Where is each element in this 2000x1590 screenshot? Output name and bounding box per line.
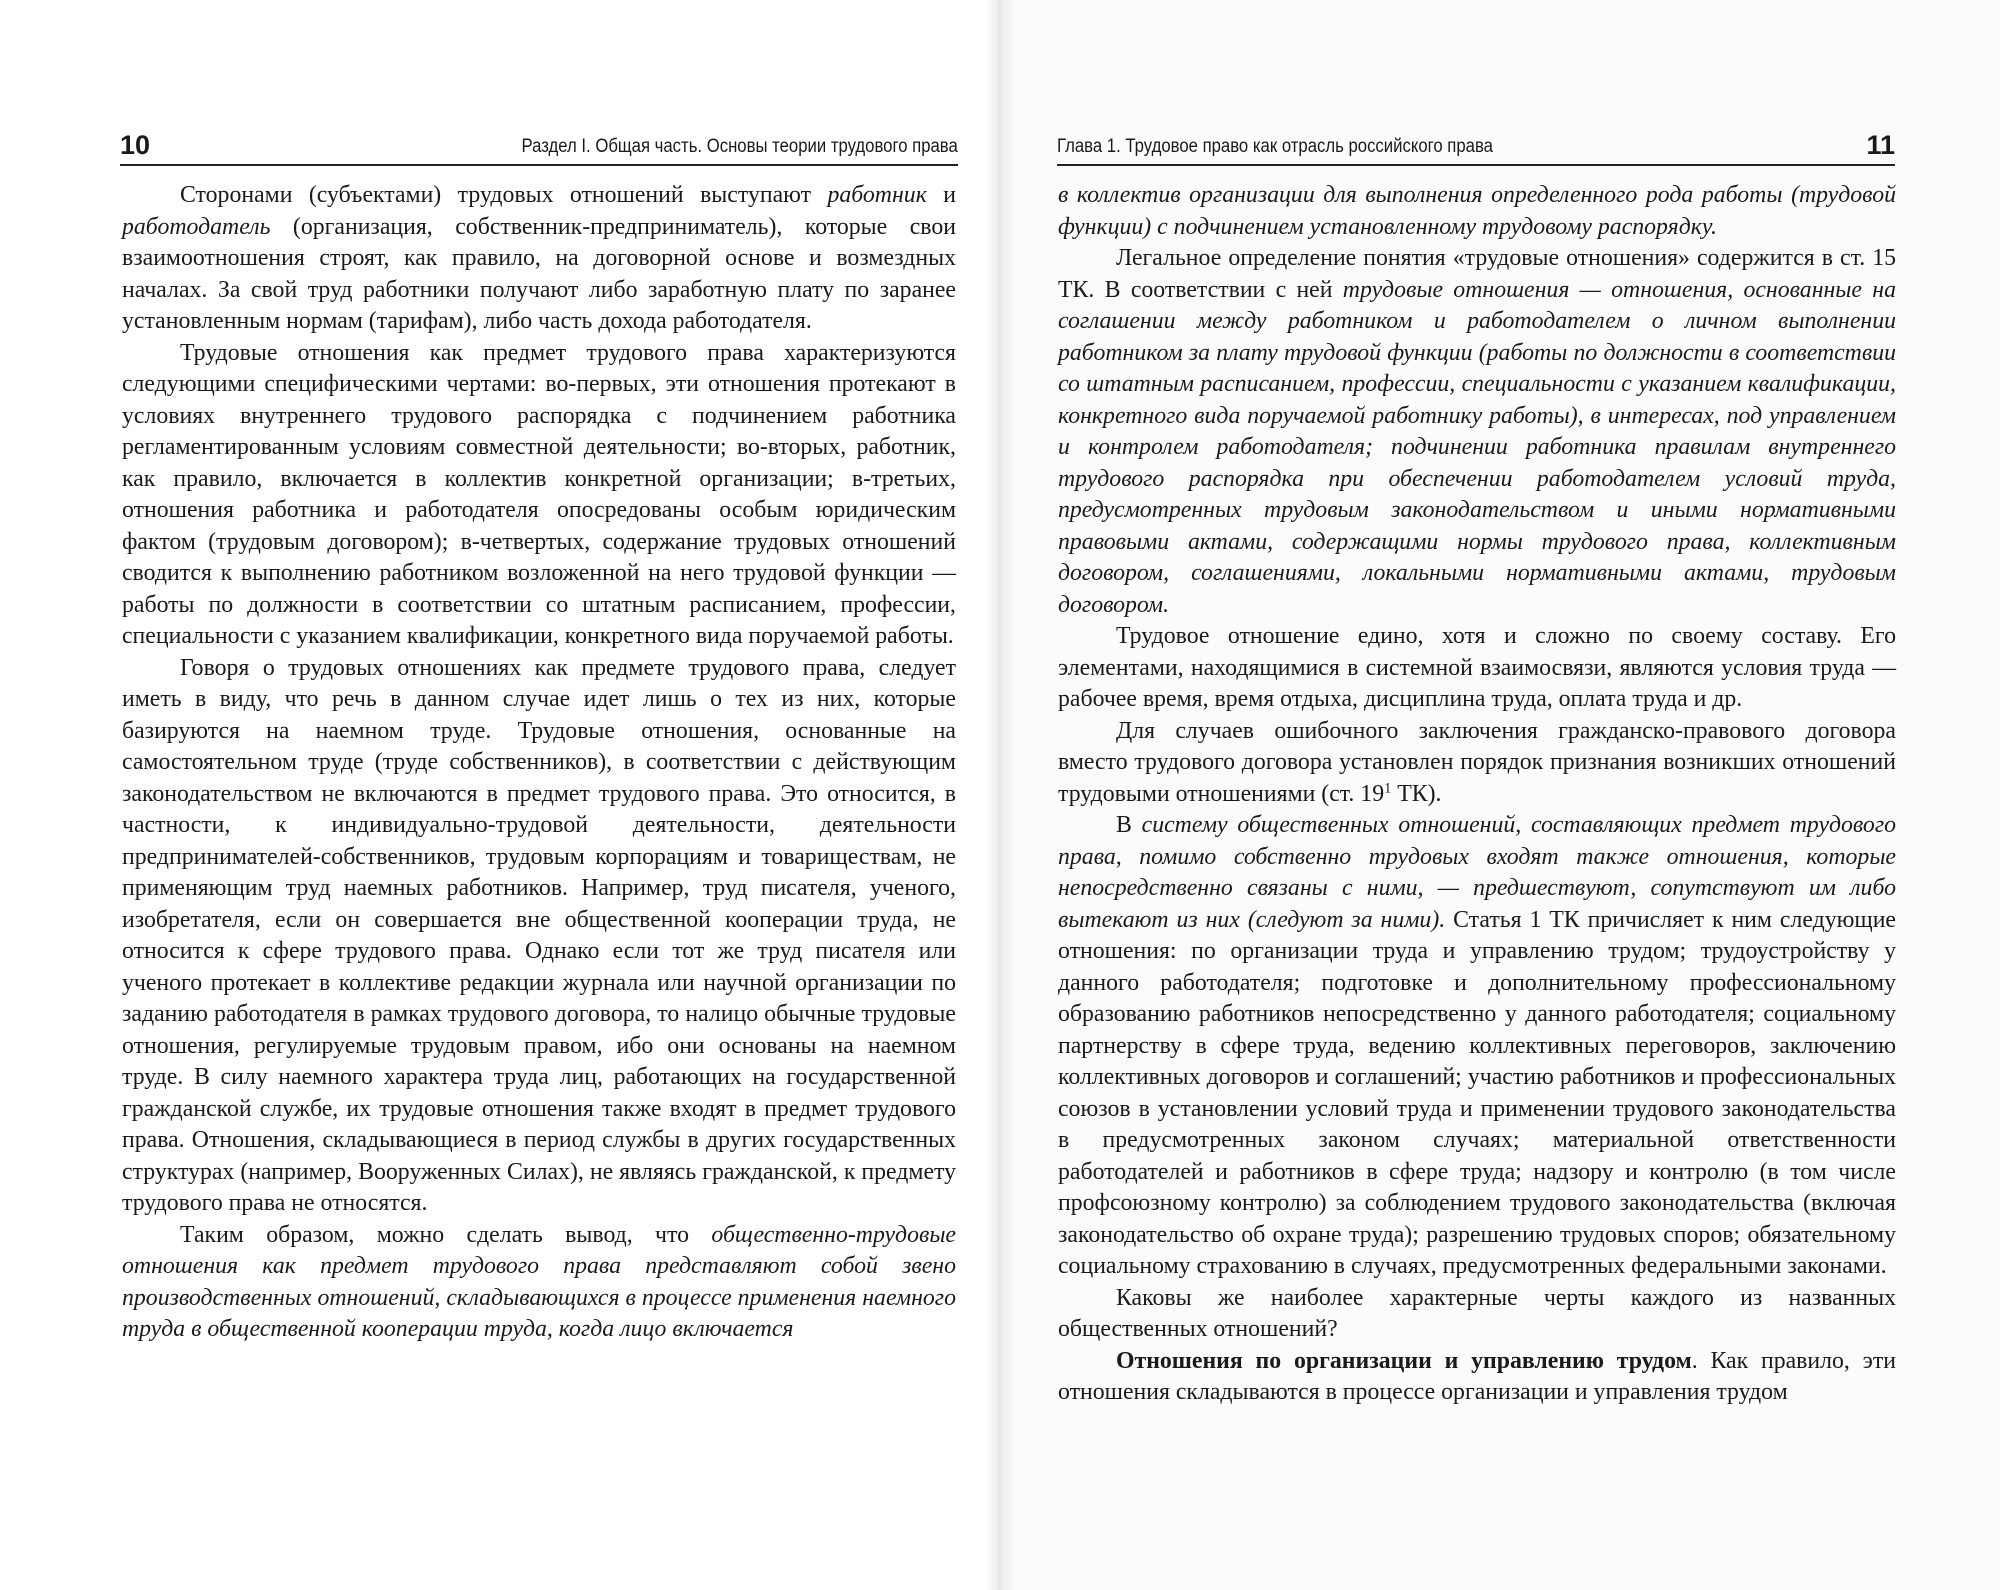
italic-definition: трудовые отношения — отношения, основанные на соглашении между работником и работодателем о личном выполнении работником за плату трудовой функции (работы по должности в соответствии со штатным расписанием, профессии, специальности с указанием квалификации, конкретного вида поручаемой работнику работы), в интересах, под управлением и контролем работодателя; подчинении работника правилам внутреннего трудового распорядка при обеспечении работодателем условий труда, предусмотренных трудовым законодательством и иными нормативными правовыми актами, содержащими нормы трудового права, коллективным договором, соглашениями, локальными нормативными актами, трудовым договором. bbox=[1058, 276, 1896, 618]
running-title: Глава 1. Трудовое право как отрасль российского права bbox=[1057, 136, 1493, 157]
book-gutter bbox=[985, 0, 1015, 1590]
paragraph bbox=[122, 1220, 956, 1346]
text-run: В bbox=[1116, 812, 1142, 838]
text-run: Таким образом, можно сделать вывод, что bbox=[180, 1221, 712, 1248]
bold-subheading: Отношения по организации и управлению трудом bbox=[1116, 1347, 1692, 1374]
right-page bbox=[1000, 0, 2000, 1590]
italic-term: работник bbox=[827, 182, 927, 208]
paragraph-continued bbox=[1058, 180, 1896, 243]
text-run: Для случаев ошибочного заключения гражданско-правового договора вместо трудового договора установлен порядок признания возникших отношений трудовыми отношениями (ст. 19 bbox=[1058, 717, 1896, 807]
text-run: . Как правило, эти отношения складываются в процессе организации и управления трудом bbox=[1058, 1347, 1897, 1405]
italic-definition: общественно-трудовые отношения как предмет трудового права представляют собой звено производственных отношений, складывающихся в процессе применения наемного труда в общественной кооперации труда, когда лицо включается bbox=[122, 1221, 956, 1342]
paragraph bbox=[122, 180, 956, 338]
text-run: Легальное определение понятия «трудовые отношения» содержится в ст. 15 ТК. В соответствии с ней bbox=[1058, 245, 1896, 303]
left-page-header bbox=[120, 130, 958, 166]
paragraph bbox=[1058, 1346, 1896, 1409]
paragraph: Каковы же наиболее характерные черты каждого из названных общественных отношений? bbox=[1058, 1284, 1896, 1342]
left-page-body bbox=[122, 180, 956, 1346]
superscript: 1 bbox=[1384, 779, 1392, 796]
paragraph bbox=[1058, 810, 1896, 1283]
running-title: Раздел I. Общая часть. Основы теории трудового права bbox=[521, 136, 958, 157]
paragraph: Трудовое отношение едино, хотя и сложно по своему составу. Его элементами, находящимися в системной взаимосвязи, являются условия труда — рабочее время, время отдыха, дисциплина труда, оплата труда и др. bbox=[1058, 623, 1896, 712]
right-page-body bbox=[1058, 180, 1896, 1409]
italic-term: работодатель bbox=[122, 213, 271, 240]
right-page-header bbox=[1057, 130, 1895, 166]
page-number: 11 bbox=[1866, 130, 1895, 160]
text-run: (организация, собственник-предприниматель), которые свои взаимоотношения строят, как правило, на договорной основе и возмездных началах. За свой труд работники получают либо заработную плату по заранее установленным нормам (тарифам), либо часть дохода работодателя. bbox=[122, 213, 956, 334]
text-run: Сторонами (субъектами) трудовых отношений выступают bbox=[180, 182, 828, 208]
text-run: и bbox=[926, 182, 957, 208]
italic-definition: систему общественных отношений, составляющих предмет трудового права, помимо собственно трудовых входят также отношения, которые непосредственно связаны с ними, — предшествуют, сопутствуют им либо вытекают из них (следуют за ними). bbox=[1058, 812, 1896, 933]
paragraph: Трудовые отношения как предмет трудового права характеризуются следующими специфическими чертами: во-первых, эти отношения протекают в условиях внутреннего трудового распорядка с подчинением работника регламентированным условиям совместной деятельности; во-вторых, работник, как правило, включается в коллектив конкретной организации; в-третьих, отношения работника и работодателя опосредованы особым юридическим фактом (трудовым договором); в-четвертых, содержание трудовых отношений сводится к выполнению работником возложенной на него трудовой функции — работы по должности в соответствии со штатным расписанием, профессии, специальности с указанием квалификации, конкретного вида поручаемой работы. bbox=[122, 339, 956, 649]
page-number: 10 bbox=[120, 130, 151, 160]
text-run: ТК). bbox=[1391, 780, 1442, 807]
text-run: Статья 1 ТК причисляет к ним следующие отношения: по организации труда и управлению трудом; трудоустройству у данного работодателя; подготовке и дополнительному профессиональному образованию работников непосредственно у данного работодателя; социальному партнерству в сфере труда, ведению коллективных переговоров, заключению коллективных договоров и соглашений; участию работников и профессиональных союзов в установлении условий труда и применении трудового законодательства в предусмотренных законом случаях; материальной ответственности работодателей и работников в сфере труда; надзору и контролю (в том числе профсоюзному контролю) за соблюдением трудового законодательства (включая законодательство об охране труда); разрешению трудовых споров; обязательному социальному страхованию в случаях, предусмотренных федеральными законами. bbox=[1058, 906, 1896, 1279]
italic-definition: в коллектив организации для выполнения определенного рода работы (трудовой функции) с подчинением установленному трудовому распорядку. bbox=[1058, 182, 1896, 240]
paragraph bbox=[1058, 243, 1896, 621]
paragraph bbox=[1058, 716, 1896, 811]
paragraph: Говоря о трудовых отношениях как предмете трудового права, следует иметь в виду, что речь в данном случае идет лишь о тех из них, которые базируются на наемном труде. Трудовые отношения, основанные на самостоятельном труде (труде собственников), в соответствии с действующим законодательством не включаются в предмет трудового права. Это относится, в частности, к индивидуально-трудовой деятельности, деятельности предпринимателей-собственников, трудовым корпорациям и товариществам, не применяющим труд наемных работников. Например, труд писателя, ученого, изобретателя, если он совершается вне общественной кооперации труда, не относится к сфере трудового права. Однако если тот же труд писателя или ученого протекает в коллективе редакции журнала или научной организации по заданию работодателя в рамках трудового договора, то налицо обычные трудовые отношения, регулируемые трудовым правом, ибо они основаны на наемном труде. В силу наемного характера труда лиц, работающих на государственной гражданской службе, их трудовые отношения также входят в предмет трудового права. Отношения, складывающиеся в период службы в других государственных структурах (например, Вооруженных Силах), не являясь гражданской, к предмету трудового права не относятся. bbox=[122, 654, 956, 1216]
